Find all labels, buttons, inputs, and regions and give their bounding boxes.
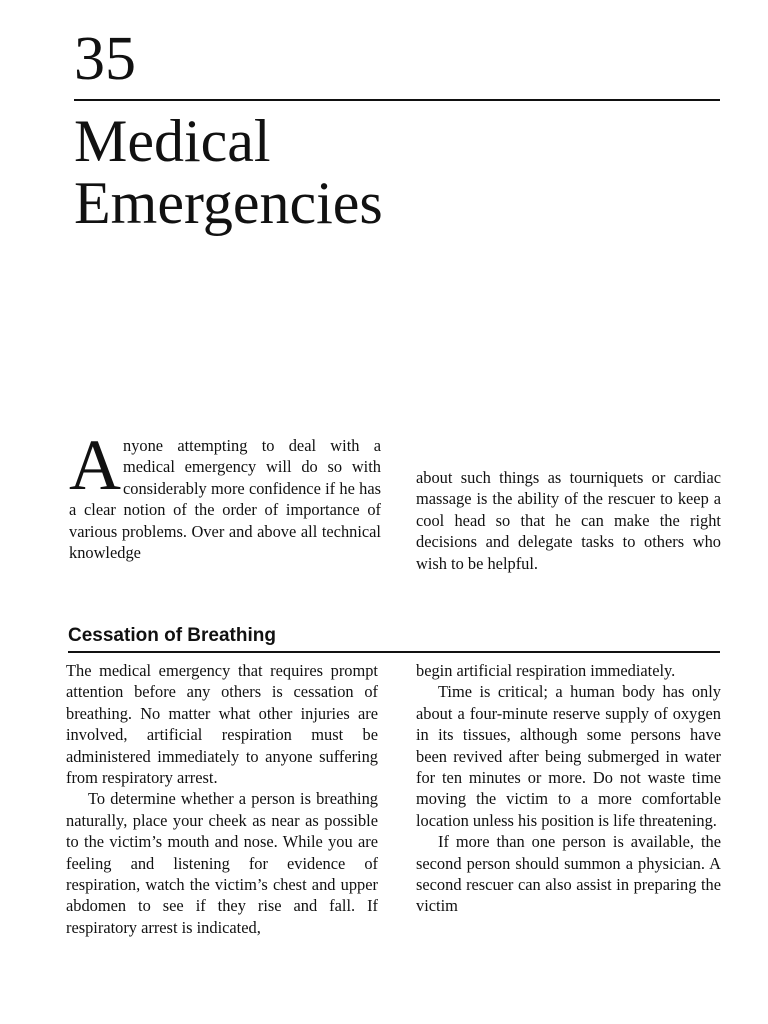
intro-left-column <box>69 425 381 563</box>
body-left-column <box>66 660 378 938</box>
chapter-title-line-1: Medical <box>74 108 271 174</box>
chapter-rule <box>74 99 720 101</box>
chapter-number: 35 <box>74 25 136 93</box>
body-paragraph-4: Time is critical; a human body has only about a four-minute reserve supply of oxygen in its tissues, although some persons have been revived after being submerged in water for ten minutes or more. Do not waste time moving the victim to a more comfortable location unless his position is life threatening. <box>416 682 721 830</box>
drop-cap: A <box>69 425 121 505</box>
intro-left-text: nyone attempting to deal with a medical emergency will do so with considerably more confidence if he has a clear notion of the order of importance of various problems. Over and above all technical knowledge <box>69 436 381 563</box>
body-paragraph-2: To determine whether a person is breathing naturally, place your cheek as near as possible to the victim’s mouth and nose. While you are feeling and listening for evidence of respiration, watch the victim’s chest and upper abdomen to see if they rise and fall. If respiratory arrest is indicated, <box>66 789 378 937</box>
chapter-title-line-2: Emergencies <box>74 170 383 236</box>
intro-right-column <box>416 467 721 574</box>
body-paragraph-1: The medical emergency that requires prompt attention before any others is cessation of breathing. No matter what other injuries are involved, artificial respiration must be administered immediately to anyone suffering from respiratory arrest. <box>66 661 378 788</box>
body-paragraph-5: If more than one person is available, the second person should summon a physician. A second rescuer can also assist in preparing the victim <box>416 832 721 916</box>
body-paragraph-3: begin artificial respiration immediately. <box>416 661 676 680</box>
chapter-title <box>74 110 383 234</box>
section-heading: Cessation of Breathing <box>68 625 276 646</box>
body-right-column <box>416 660 721 917</box>
section-rule <box>68 651 720 653</box>
intro-paragraph <box>69 425 381 563</box>
intro-right-text: about such things as tourniquets or cardiac massage is the ability of the rescuer to keep a cool head so that he can make the right decisions and delegate tasks to others who wish to be helpful. <box>416 468 721 573</box>
